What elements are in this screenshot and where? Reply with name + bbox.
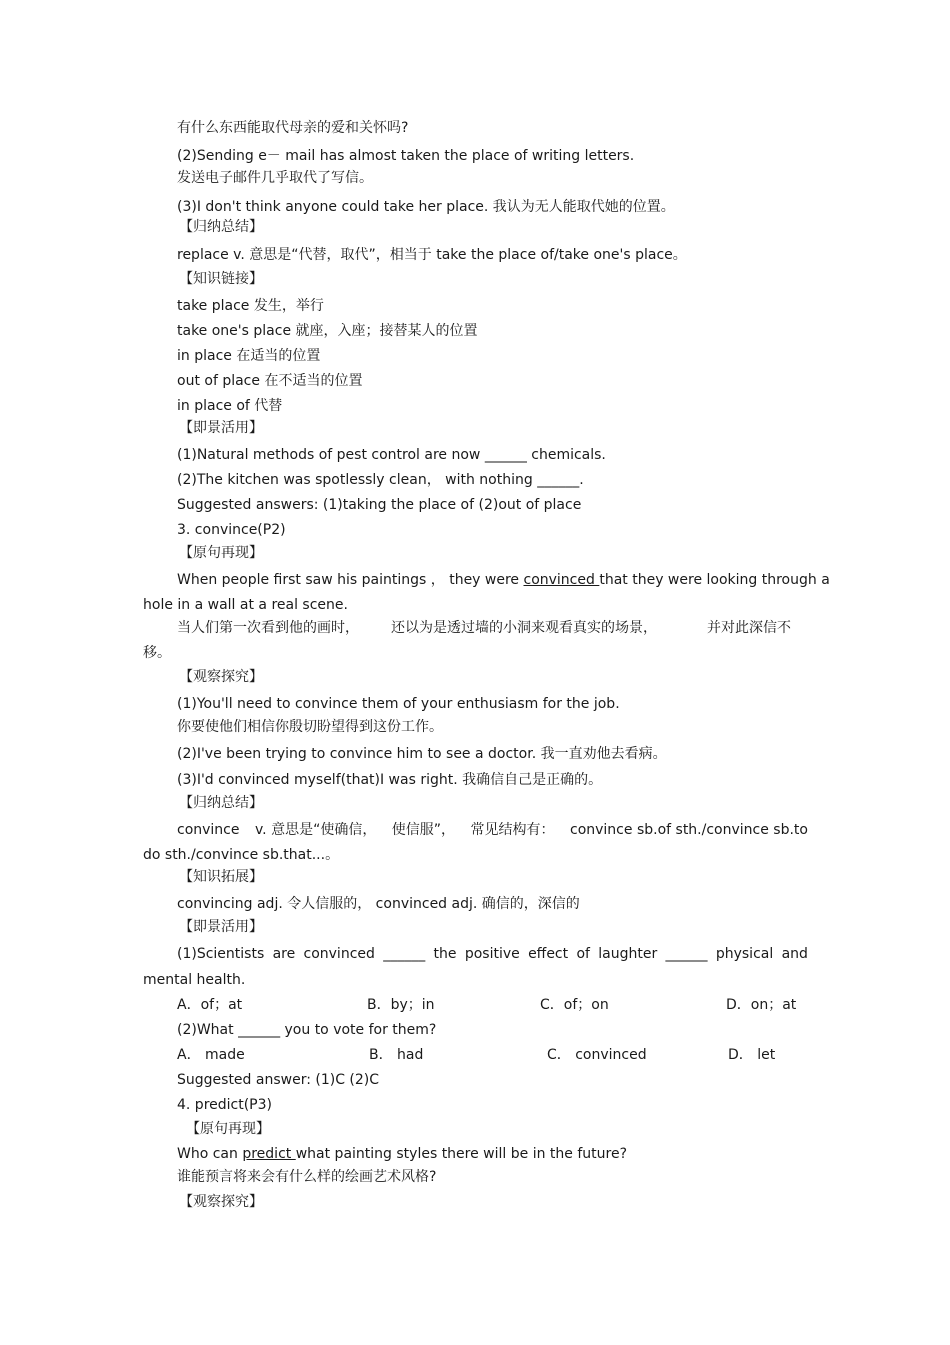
section-heading-original-sentence: 【原句再现】: [179, 545, 263, 561]
section-heading-practice: 【即景活用】: [179, 919, 263, 935]
option-d: D．on；at: [726, 997, 797, 1013]
original-sentence-part: that they were looking through a: [599, 572, 830, 588]
exercise-line: (2)The kitchen was spotlessly clean， with nothing ______.: [177, 472, 584, 488]
question-word: convinced: [303, 946, 375, 962]
question-1-continuation: mental health.: [143, 972, 246, 988]
summary-word: 常见结构有：: [470, 822, 555, 838]
option-d: D． let: [728, 1047, 776, 1063]
question-word: (1)Scientists: [177, 946, 265, 962]
question-word: effect: [528, 946, 569, 962]
section-heading-summary: 【归纳总结】: [179, 795, 263, 811]
example-sentence-2: (2)Sending e－ mail has almost taken the place of writing letters.: [177, 148, 635, 164]
summary-word: convince sb.of sth./convince sb.to: [570, 822, 808, 838]
phrase-line: take one's place 就座，入座；接替某人的位置: [177, 323, 478, 339]
option-c: C． convinced: [547, 1047, 647, 1063]
question-word: are: [272, 946, 296, 962]
question-word: positive: [464, 946, 520, 962]
translation-continuation: 移。: [143, 645, 171, 661]
translation-line: 发送电子邮件几乎取代了写信。: [177, 170, 373, 186]
translation-part: 当人们第一次看到他的画时，: [177, 620, 359, 636]
item-heading-convince: 3. convince(P2): [177, 522, 286, 538]
translation-part: 并对此深信不: [707, 620, 791, 636]
section-heading-observation: 【观察探究】: [179, 669, 263, 685]
section-heading-observation: 【观察探究】: [179, 1194, 263, 1210]
question-blank: ______: [383, 946, 426, 962]
example-sentence-3: (3)I don't think anyone could take her place. 我认为无人能取代她的位置。: [177, 199, 675, 215]
section-heading-practice: 【即景活用】: [179, 420, 263, 436]
answer-line: Suggested answers: (1)taking the place of (2)out of place: [177, 497, 582, 513]
original-sentence-line: [177, 571, 830, 589]
summary-continuation: do sth./convince sb.that...。: [143, 847, 340, 863]
question-word: laughter: [598, 946, 658, 962]
phrase-line: in place of 代替: [177, 398, 283, 414]
summary-word: convince: [177, 822, 240, 838]
underlined-keyword: convinced: [523, 572, 600, 588]
example-sentence-3: (3)I'd convinced myself(that)I was right. 我确信自己是正确的。: [177, 772, 603, 788]
question-word: and: [781, 946, 808, 962]
option-c: C．of；on: [540, 997, 609, 1013]
original-sentence-continuation: hole in a wall at a real scene.: [143, 597, 348, 613]
exercise-line: (1)Natural methods of pest control are now ______ chemicals.: [177, 447, 606, 463]
original-sentence-part: When people first saw his paintings ， they were: [177, 572, 524, 588]
section-heading-original-sentence: 【原句再现】: [186, 1121, 270, 1137]
item-heading-predict: 4. predict(P3): [177, 1097, 272, 1113]
original-sentence-part: Who can: [177, 1146, 243, 1162]
question-word: of: [576, 946, 590, 962]
translation-line: [177, 619, 796, 637]
example-sentence-2: (2)I've been trying to convince him to see a doctor. 我一直劝他去看病。: [177, 746, 667, 762]
phrase-line: in place 在适当的位置: [177, 348, 321, 364]
question-blank: ______: [665, 946, 708, 962]
phrase-line: out of place 在不适当的位置: [177, 373, 363, 389]
translation-part: 还以为是透过墙的小洞来观看真实的场景，: [391, 620, 657, 636]
summary-line: replace v. 意思是“代替，取代”，相当于 take the place of/take one's place。: [177, 247, 687, 263]
example-sentence-1: (1)You'll need to convince them of your enthusiasm for the job.: [177, 696, 620, 712]
option-b: B．by；in: [367, 997, 435, 1013]
translation-line: 你要使他们相信你殷切盼望得到这份工作。: [177, 719, 443, 735]
answer-line: Suggested answer: (1)C (2)C: [177, 1072, 380, 1088]
question-2-line: (2)What ______ you to vote for them?: [177, 1022, 437, 1038]
summary-line-justified: [177, 821, 808, 839]
summary-word: 使信服”，: [391, 822, 456, 838]
section-heading-knowledge-link: 【知识链接】: [179, 271, 263, 287]
option-b: B． had: [369, 1047, 424, 1063]
translation-line: 谁能预言将来会有什么样的绘画艺术风格?: [177, 1169, 437, 1185]
option-a: A．of；at: [177, 997, 243, 1013]
phrase-line: take place 发生，举行: [177, 298, 324, 314]
option-a: A． made: [177, 1047, 245, 1063]
question-word: physical: [715, 946, 774, 962]
expansion-line: convincing adj. 令人信服的， convinced adj. 确信的，深信的: [177, 896, 580, 912]
section-heading-summary: 【归纳总结】: [179, 219, 263, 235]
question-1-line: [177, 945, 808, 963]
summary-word: v. 意思是“使确信，: [254, 822, 377, 838]
chinese-question-line: 有什么东西能取代母亲的爱和关怀吗?: [177, 120, 409, 136]
question-word: the: [433, 946, 457, 962]
original-sentence-line: [177, 1145, 627, 1163]
section-heading-knowledge-expansion: 【知识拓展】: [179, 869, 263, 885]
underlined-keyword: predict: [242, 1146, 296, 1162]
original-sentence-part: what painting styles there will be in the future?: [295, 1146, 627, 1162]
